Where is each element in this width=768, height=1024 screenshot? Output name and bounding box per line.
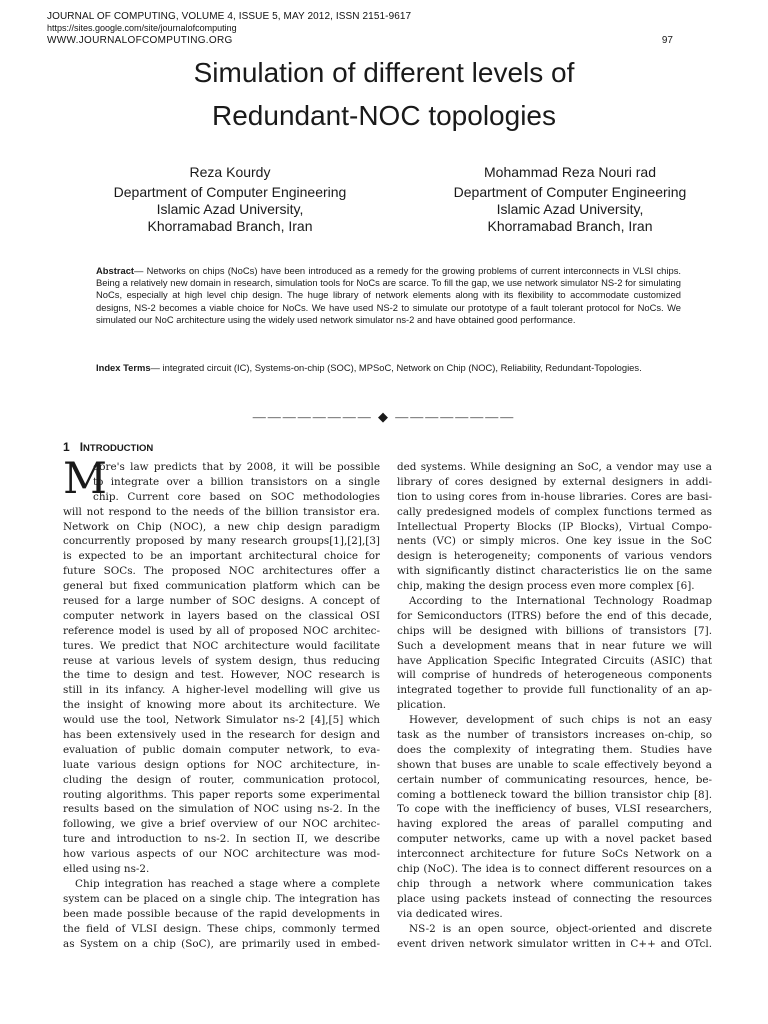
body-text-line: ded systems. While designing an SoC, a vendor may use a — [397, 461, 712, 473]
author-affiliation-line: Islamic Azad University, — [496, 201, 644, 217]
body-text-line: been made possible because of the rapid developments in — [63, 907, 380, 920]
body-text-line: system can be placed on a single chip. The integration has — [63, 892, 380, 905]
body-text-line: how various aspects of our NOC architecture was mod- — [63, 848, 380, 861]
body-text-line: routing algorithms. This paper reports some experimental — [63, 788, 380, 801]
section-divider: ———————— ◆ ———————— — [252, 409, 516, 424]
section-title-initial: I — [79, 440, 84, 454]
drop-cap: M — [63, 454, 108, 504]
body-text-line: reuse at various levels of system design, thus reducing — [63, 654, 380, 667]
author-affiliation-line: Department of Computer Engineering — [113, 184, 347, 200]
body-text-line: computer networks, came up with a novel packet based — [397, 833, 712, 846]
body-text-line: To cope with the inefficiency of buses, VLSI researchers, — [397, 803, 712, 816]
body-text-line: evaluation of public domain computer network, to eva- — [63, 743, 380, 756]
body-text-line: the field of VLSI design. These chips, commonly termed — [63, 922, 380, 935]
body-text-line: is expected to be an important architectural choice for — [63, 550, 380, 563]
body-text-line: library of cores designed by external designers in addi- — [397, 475, 712, 488]
body-text-line: chip (NoC). The idea is to connect different resources on a — [397, 863, 712, 876]
abstract-label: Abstract — [96, 265, 135, 276]
body-text-line: the time to design and test. However, NOC research is — [63, 669, 380, 682]
body-text-line: Chip integration has reached a stage where a complete — [75, 877, 380, 890]
body-text-line: for Semiconductors (ITRS) before the end of this decade, — [397, 609, 712, 622]
body-text-line: chip. Current core based on SOC methodologies — [93, 490, 380, 503]
body-text-line: chip, making the design process even more complex [6]. — [397, 580, 695, 593]
section-heading — [63, 440, 153, 454]
body-text-line: will not respond to the needs of the billion transistor era. — [63, 505, 380, 518]
body-text-line: have Application Specific Integrated Circuits (ASIC) that — [397, 654, 712, 667]
body-text-line: concurrently proposed by many research groups[1],[2],[3] — [63, 535, 380, 548]
abstract — [96, 265, 681, 326]
body-text-line: coming a bottleneck toward the billion transistor chip [8]. — [397, 788, 712, 801]
body-text-line: reference model is used by all of proposed NOC architec- — [63, 624, 380, 637]
body-text-line: oore's law predicts that by 2008, it will be possible — [93, 461, 380, 473]
body-text-line: still in its infancy. A higher-level modelling will give us — [63, 684, 380, 697]
body-text-line: nents (VC) or simply micros. One key issue in the SoC — [397, 535, 712, 548]
body-text-line: plication. — [397, 699, 447, 712]
body-text-line: integrated together to provide full functionality of an ap- — [397, 684, 712, 697]
body-text-line: following, we give a brief overview of our NOC architec- — [63, 818, 380, 831]
section-title-rest: NTRODUCTION — [83, 443, 154, 454]
body-text-line: has been extensively used in the research for design and — [63, 729, 380, 742]
body-text-line: elled using ns-2. — [63, 863, 150, 876]
body-text-line: Such a development means that in near future we will — [397, 639, 712, 652]
body-text-line: place using packets instead of connecting the resources — [397, 892, 712, 905]
index-terms-text: integrated circuit (IC), Systems-on-chip (SOC), MPSoC, Network on Chip (NOC), Reliability, Redundant-Topologies. — [162, 362, 642, 373]
body-text-line: Intellectual Property Blocks (IP Blocks), Virtual Compo- — [397, 520, 712, 533]
body-text-line: will comprise of hundreds of heterogeneous components — [397, 669, 712, 682]
body-text-line: having explored the areas of parallel computing and — [397, 818, 712, 831]
body-text-line: results based on the simulation of NOC using ns-2. In the — [63, 803, 380, 816]
body-text-line: According to the International Technology Roadmap — [409, 595, 712, 608]
author-name: Mohammad Reza Nouri rad — [484, 164, 656, 180]
body-text-line: cluding the design of router, communication protocol, — [63, 773, 380, 786]
body-text-line: does the complexity of integrating them. Studies have — [397, 743, 712, 756]
body-text-line: However, development of such chips is not an easy — [409, 714, 712, 727]
body-text-line: interconnect architecture for future SoCs Network on a — [397, 848, 712, 861]
index-terms-dash: — — [150, 362, 163, 373]
body-text-line: Network on Chip (NOC), a new chip design paradigm — [63, 520, 380, 533]
body-right-column — [397, 460, 712, 951]
journal-header-line: JOURNAL OF COMPUTING, VOLUME 4, ISSUE 5, MAY 2012, ISSN 2151-9617 — [47, 11, 412, 22]
body-text-line: design is heterogeneity; components of various vendors — [397, 550, 712, 563]
body-text-line: to integrate over a billion transistors on a single — [93, 475, 380, 488]
body-text-line: computer network in layers based on the classical OSI — [63, 609, 380, 622]
body-text-line: luate various design options for NOC architecture, in- — [63, 758, 380, 771]
body-text-line: cally predesigned models of complex functions termed as — [397, 505, 712, 518]
body-text-line: ture and introduction to ns-2. In section II, we describe — [63, 833, 380, 846]
body-text-line: future SOCs. The proposed NOC architectures offer a — [63, 565, 380, 578]
body-text-line: event driven network simulator written in C++ and OTcl. — [397, 937, 712, 950]
abstract-dash: — — [134, 265, 147, 276]
body-text-line: NS-2 is an open source, object-oriented and discrete — [409, 922, 712, 935]
journal-url-line: https://sites.google.com/site/journalofcomputing — [47, 23, 237, 33]
index-terms-label: Index Terms — [96, 362, 151, 373]
body-text-line: certain number of communicating resources, hence, be- — [397, 773, 712, 786]
body-text-line: task as the number of transistors increases on-chip, so — [397, 729, 712, 742]
journal-website-line: WWW.JOURNALOFCOMPUTING.ORG — [47, 35, 233, 46]
author-affiliation-line: Islamic Azad University, — [156, 201, 304, 217]
body-left-column — [63, 460, 380, 951]
page-number: 97 — [661, 35, 673, 46]
author-affiliation-line: Khorramabad Branch, Iran — [147, 218, 313, 234]
body-text-line: via dedicated wires. — [397, 907, 503, 920]
body-text-line: with significantly distinct characteristics lie on the same — [397, 565, 712, 578]
body-text-line: tion to using cores from in-house libraries. Cores are basi- — [397, 490, 712, 503]
index-terms — [96, 362, 681, 374]
section-number: 1 — [63, 440, 70, 454]
paper-title-line-1: Simulation of different levels of — [193, 57, 575, 88]
paper-title-line-2: Redundant-NOC topologies — [212, 100, 556, 131]
body-text-line: as System on a chip (SoC), are primarily used in embed- — [63, 937, 380, 950]
body-text-line: chip through a network where communication takes — [397, 877, 712, 890]
body-text-line: the insight of knowing more about its architecture. We — [63, 699, 380, 712]
body-text-line: shown that buses are unable to scale effectively beyond a — [397, 758, 712, 771]
body-text-line: general but fixed communication platform which can be — [63, 580, 380, 593]
author-block-1 — [60, 164, 400, 235]
author-name: Reza Kourdy — [189, 164, 271, 180]
body-text-line: reused for a large number of SOC designs. A concept of — [63, 595, 380, 608]
author-block-2 — [400, 164, 740, 235]
body-text-line: tures. We predict that NOC architecture would facilitate — [63, 639, 380, 652]
author-affiliation-line: Khorramabad Branch, Iran — [487, 218, 653, 234]
author-affiliation-line: Department of Computer Engineering — [453, 184, 687, 200]
abstract-text: Networks on chips (NoCs) have been introduced as a remedy for the growing problems of current interconnects in VLSI chips. Being a relatively new domain in research, simulation tools for NoCs are scarce. To fill the gap, we use network simulator NS-2 for simulating NoCs, especially at high level chip design. The huge library of network elements along with its flexibility to accommodate customized designs, NS-2 becomes a viable choice for NoCs. We have used NS-2 to simulate our prototype of a fault tolerant protocol for NoCs. We simulated our NoC architecture using the widely used network simulator ns-2 and have obtained good performance. — [96, 265, 681, 325]
body-text-line: would use the tool, Network Simulator ns-2 [4],[5] which — [63, 714, 380, 727]
body-text-line: chips will be designed with billions of transistors [7]. — [397, 624, 712, 637]
